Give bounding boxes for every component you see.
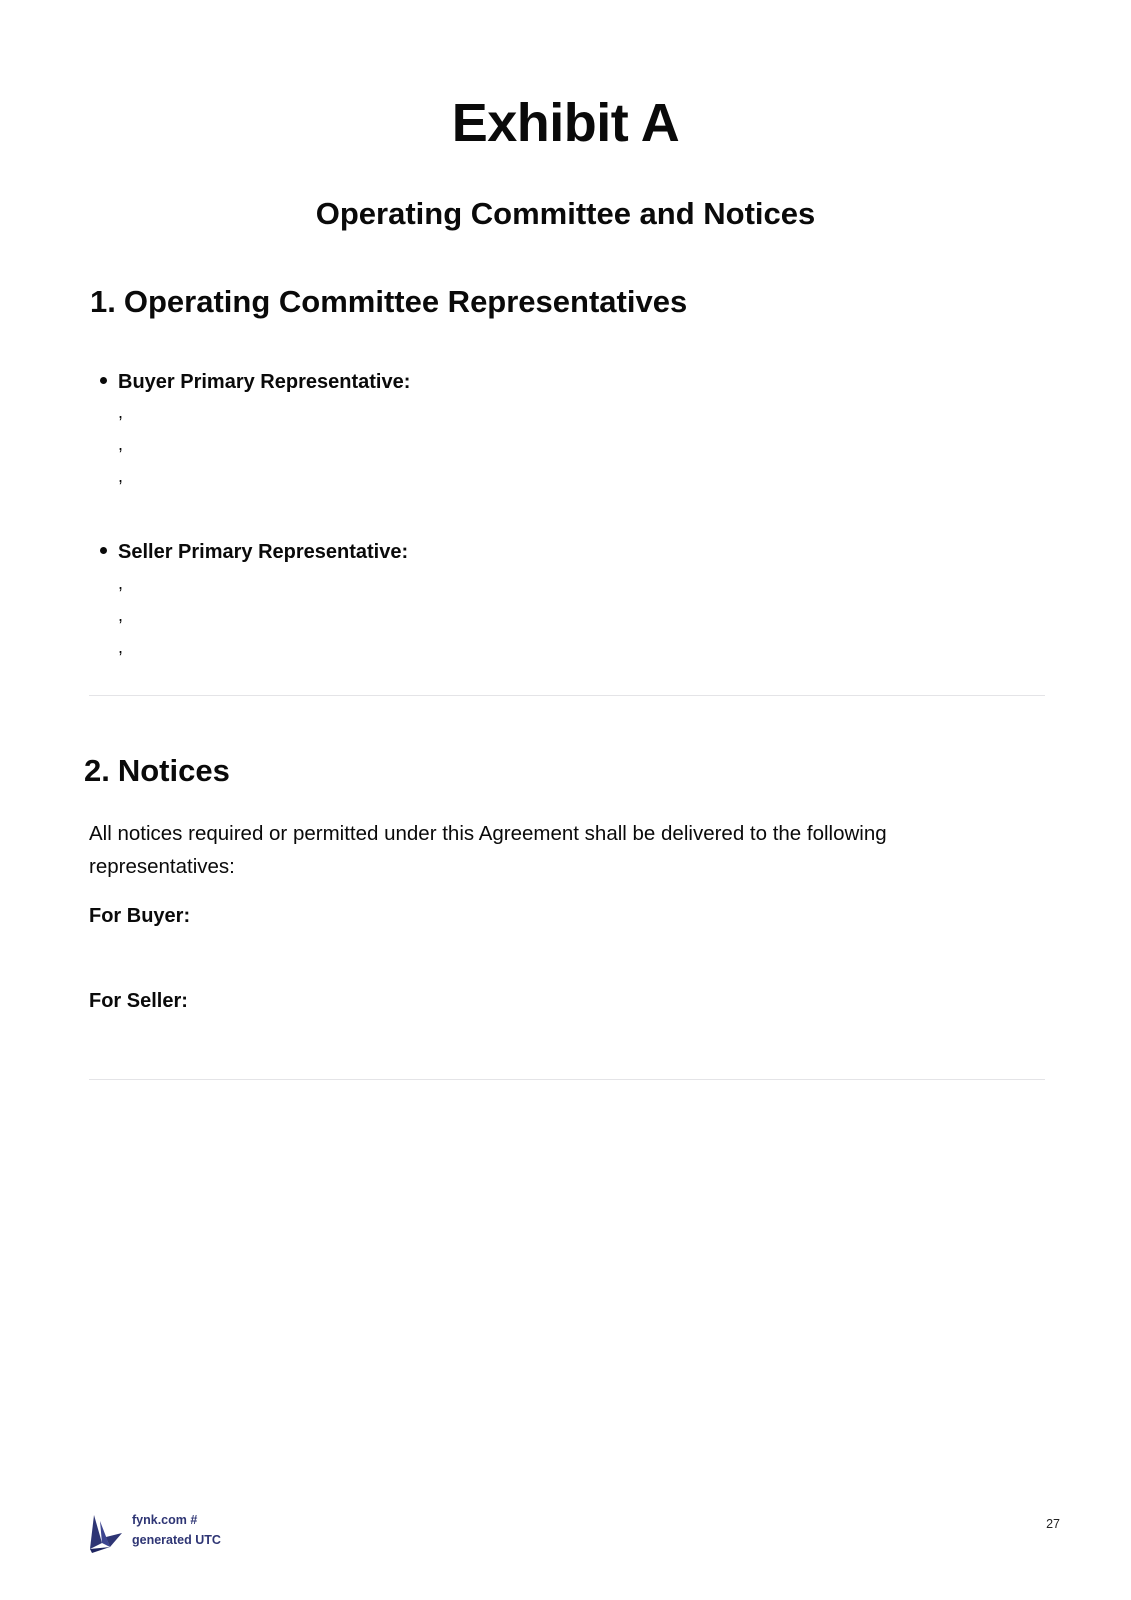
buyer-rep-line: ,	[118, 434, 124, 454]
section-1-number: 1.	[90, 284, 116, 319]
page-number: 27	[1046, 1517, 1060, 1531]
section-divider	[89, 1079, 1045, 1080]
for-buyer-label: For Buyer:	[89, 905, 191, 927]
fynk-logo-icon	[88, 1513, 124, 1553]
seller-rep-line: ,	[118, 605, 124, 625]
notices-paragraph: All notices required or permitted under this Agreement shall be delivered to the following representatives:	[89, 822, 887, 878]
document-title: Exhibit A	[451, 93, 680, 153]
footer-line-2: generated UTC	[132, 1533, 221, 1547]
seller-primary-representative	[100, 541, 408, 564]
footer-line-1: fynk.com #	[132, 1513, 198, 1527]
for-seller-label: For Seller:	[89, 990, 188, 1012]
seller-rep-line: ,	[118, 637, 124, 657]
bullet-icon	[100, 377, 107, 384]
buyer-rep-label: Buyer Primary Representative:	[118, 371, 411, 393]
section-divider	[89, 695, 1045, 696]
buyer-primary-representative	[100, 371, 410, 394]
document-subtitle: Operating Committee and Notices	[315, 196, 816, 231]
section-1-heading	[90, 284, 687, 320]
section-1-title: Operating Committee Representatives	[123, 284, 688, 319]
section-2-title: Notices	[117, 753, 230, 788]
buyer-rep-line: ,	[118, 466, 124, 486]
seller-rep-label: Seller Primary Representative:	[118, 541, 409, 563]
section-2-number: 2.	[84, 753, 110, 788]
seller-rep-line: ,	[118, 573, 124, 593]
buyer-rep-line: ,	[118, 402, 124, 422]
bullet-icon	[100, 547, 107, 554]
section-2-heading	[84, 753, 230, 789]
footer-info	[132, 1510, 221, 1550]
